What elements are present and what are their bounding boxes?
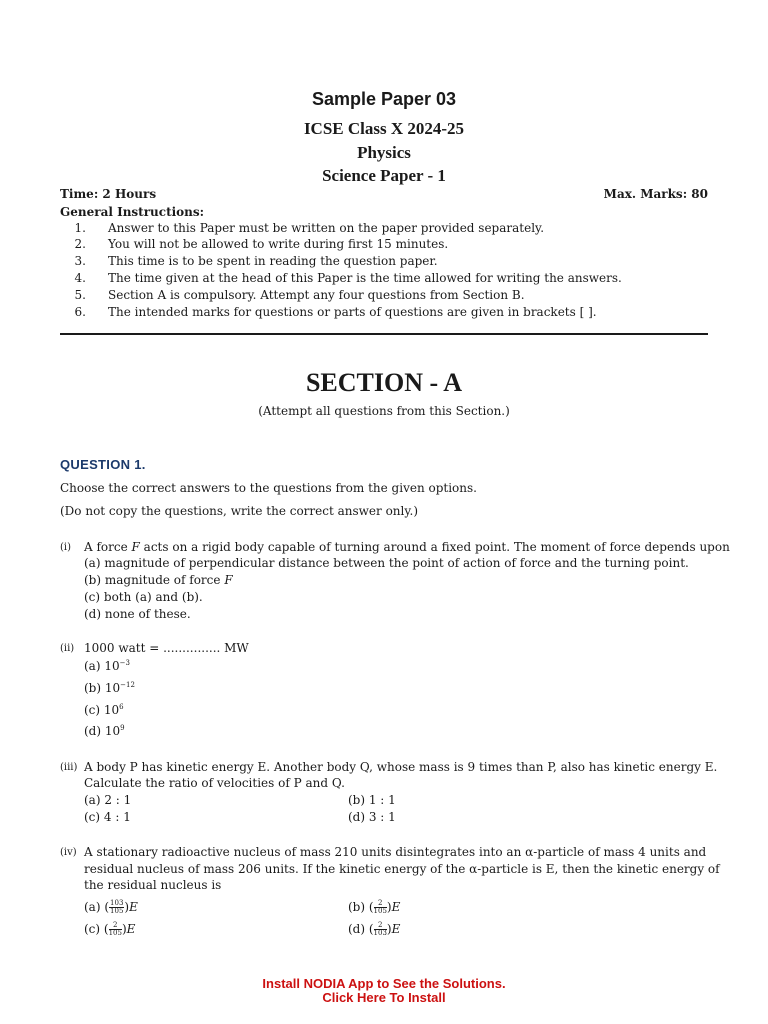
paper-title: Sample Paper 03 [311,89,457,109]
answer-option: (a) 2 : 1 [84,793,132,807]
question-text: A force F acts on a rigid body capable of turning around a fixed point. The moment of force depends upon [84,540,730,554]
instruction-number: 6. [74,305,86,319]
question-instruction: Choose the correct answers to the questions from the given options. [60,481,477,495]
question-text: residual nucleus of mass 206 units. If the kinetic energy of the α-particle is E, then the kinetic energy of [84,862,720,876]
answer-option: (d) none of these. [84,607,191,621]
divider-line [60,333,708,335]
max-marks: Max. Marks: 80 [603,187,708,201]
click-here-install-link[interactable]: Click Here To Install [322,990,446,1005]
instruction-number: 1. [74,221,86,235]
fraction: $\frac{2}{105}$ [373,899,387,915]
answer-option: (c) 4 : 1 [84,810,131,824]
section-note: (Attempt all questions from this Section.) [258,404,510,418]
answer-option: (b) $10^{-12}$ [84,681,135,695]
time-allowed: Time: 2 Hours [60,187,157,201]
question-number: (iii) [60,762,78,773]
answer-option: (b) ( $\frac{2}{105}$ )E [348,899,401,915]
instruction-number: 3. [74,254,86,268]
answer-option: (c) $10^6$ [84,703,124,717]
instruction-number: 4. [74,271,86,285]
answer-option: (d) $10^9$ [84,724,125,738]
question-text: A body P has kinetic energy E. Another body Q, whose mass is 9 times than P, also has kinetic energy E. [84,760,718,774]
answer-option: (c) both (a) and (b). [84,590,203,604]
instruction-text: The intended marks for questions or parts of questions are given in brackets [ ]. [108,305,597,319]
instruction-text: Answer to this Paper must be written on the paper provided separately. [108,221,545,235]
fraction: $\frac{2}{105}$ [108,921,122,937]
question-heading: QUESTION 1. [60,457,146,472]
instruction-text: The time given at the head of this Paper is the time allowed for writing the answers. [108,271,622,285]
question-number: (ii) [60,643,75,654]
exam-title: ICSE Class X 2024-25 [303,119,465,138]
paper-type: Science Paper - 1 [322,166,446,185]
answer-option: (d) 3 : 1 [348,810,396,824]
answer-option: (a) magnitude of perpendicular distance between the point of action of force and the turning point. [84,556,689,570]
fraction: $\frac{2}{103}$ [373,921,387,937]
answer-option: (a) $10^{-3}$ [84,659,130,673]
instruction-text: Section A is compulsory. Attempt any four questions from Section B. [108,288,525,302]
answer-option: (b) 1 : 1 [348,793,396,807]
instruction-number: 2. [74,237,86,251]
answer-option: (a) ( $\frac{103}{105}$ )E [84,899,138,915]
question-number: (iv) [60,847,77,858]
section-title: SECTION - A [305,368,463,397]
subject-title: Physics [357,143,411,162]
question-text: Calculate the ratio of velocities of P and Q. [84,776,345,790]
question-text: 1000 watt = ............... MW [84,641,249,655]
question-text: the residual nucleus is [84,878,222,892]
question-text: A stationary radioactive nucleus of mass 210 units disintegrates into an α-particle of mass 4 units and [84,845,707,859]
math-variable: F [131,540,140,554]
fraction: $\frac{103}{105}$ [110,899,124,915]
install-app-link[interactable]: Install NODIA App to See the Solutions. [262,976,506,991]
question-number: (i) [60,542,72,553]
instruction-number: 5. [74,288,86,302]
instruction-text: This time is to be spent in reading the question paper. [108,254,438,268]
answer-option: (b) magnitude of force F [84,573,233,587]
general-instructions-heading: General Instructions: [60,205,205,219]
answer-option: (d) ( $\frac{2}{103}$ )E [348,921,401,937]
question-instruction: (Do not copy the questions, write the correct answer only.) [60,504,419,518]
answer-option: (c) ( $\frac{2}{105}$ )E [84,921,136,937]
instruction-text: You will not be allowed to write during first 15 minutes. [108,237,449,251]
